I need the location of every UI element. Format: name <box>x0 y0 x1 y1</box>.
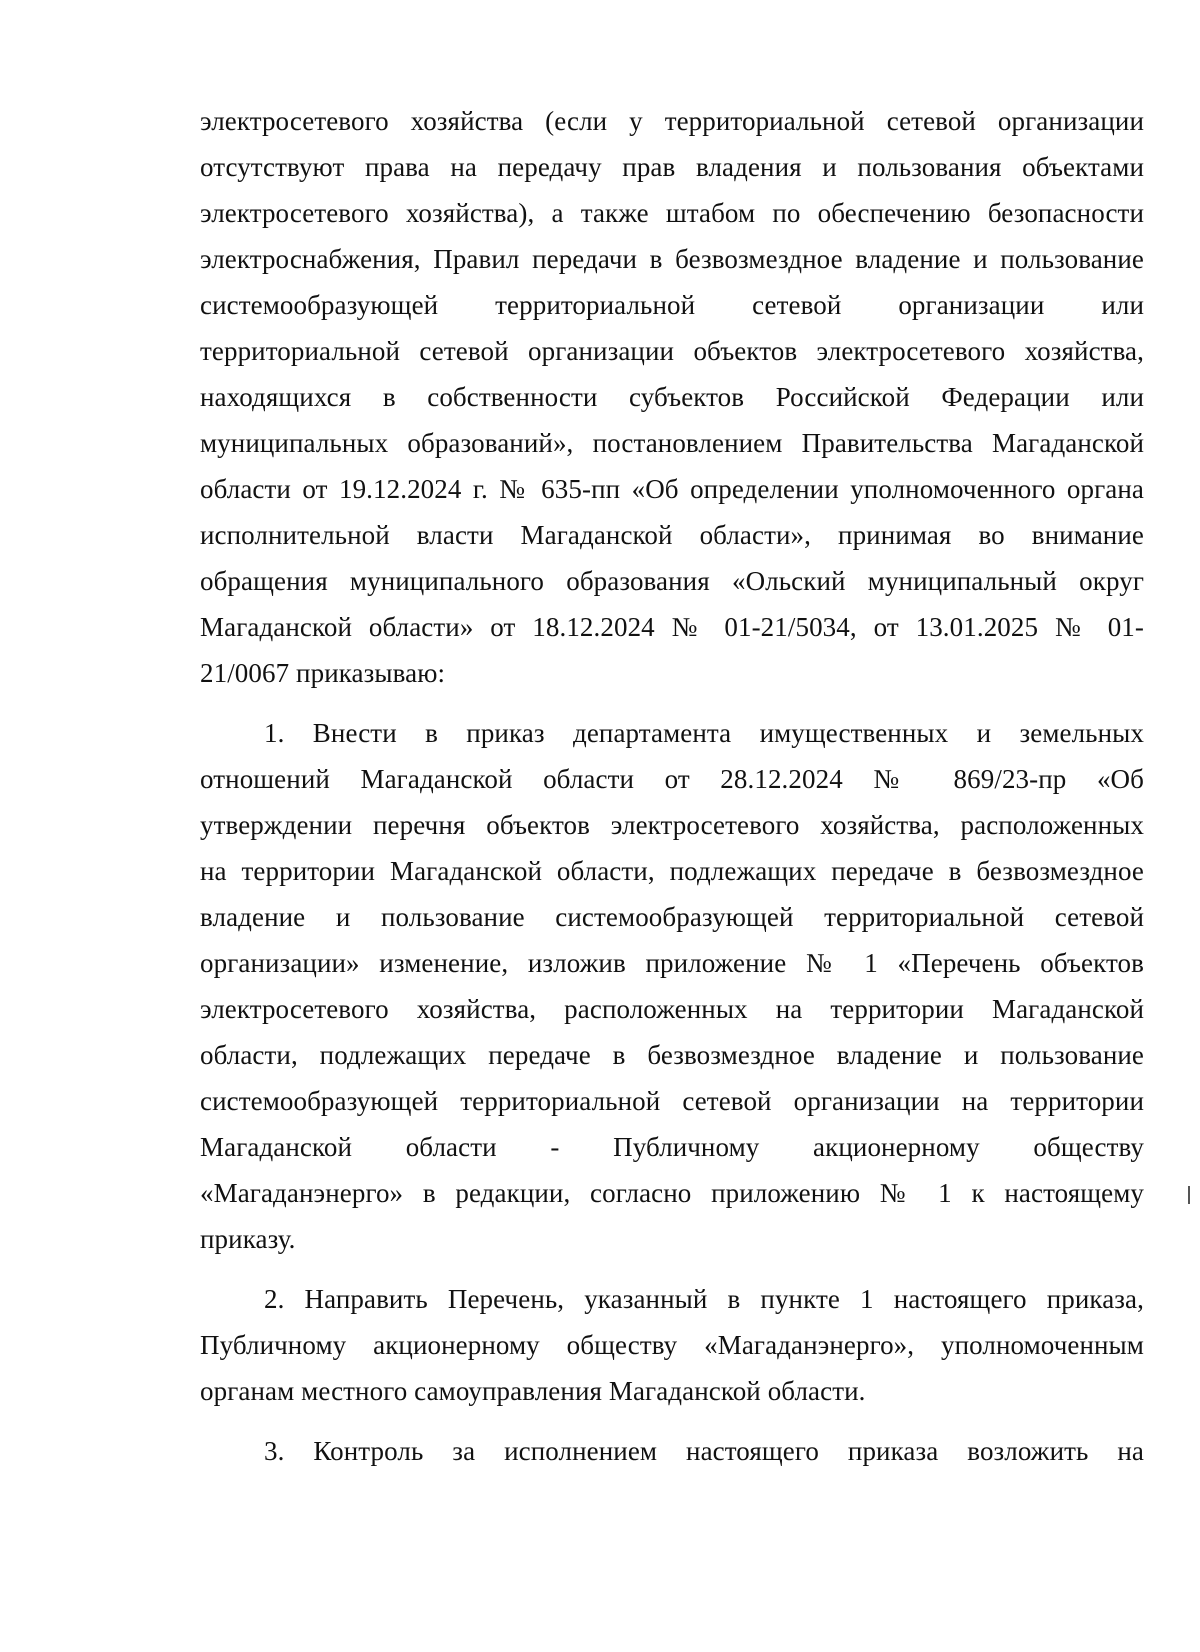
scan-margin-mark <box>1188 1186 1190 1204</box>
text-line: обращения муниципального образования «Ольский муниципальный округ <box>200 566 1144 596</box>
text-line: электросетевого хозяйства), а также штабом по обеспечению безопасности <box>200 198 1144 228</box>
text-line: отсутствуют права на передачу прав владения и пользования объектами <box>200 152 1144 182</box>
text-line: приказу. <box>200 1224 296 1254</box>
item-1-paragraph <box>200 710 1144 1262</box>
text-line: 21/0067 приказываю: <box>200 658 446 688</box>
text-line: 3. Контроль за исполнением настоящего приказа возложить на <box>264 1436 1144 1466</box>
text-line: Магаданской области» от 18.12.2024 № 01-21/5034, от 13.01.2025 № 01- <box>200 612 1144 642</box>
text-line: на территории Магаданской области, подлежащих передаче в безвозмездное <box>200 856 1144 886</box>
item-3-paragraph <box>200 1428 1144 1474</box>
text-line: электроснабжения, Правил передачи в безвозмездное владение и пользование <box>200 244 1144 274</box>
text-line: органам местного самоуправления Магаданской области. <box>200 1376 866 1406</box>
text-line: электросетевого хозяйства (если у территориальной сетевой организации <box>200 106 1144 136</box>
text-line: исполнительной власти Магаданской области», принимая во внимание <box>200 520 1144 550</box>
text-line: Публичному акционерному обществу «Магаданэнерго», уполномоченным <box>200 1330 1144 1360</box>
text-line: 2. Направить Перечень, указанный в пункте 1 настоящего приказа, <box>264 1284 1144 1314</box>
text-line: области от 19.12.2024 г. № 635-пп «Об определении уполномоченного органа <box>200 474 1144 504</box>
text-line: находящихся в собственности субъектов Российской Федерации или <box>200 382 1144 412</box>
text-line: отношений Магаданской области от 28.12.2024 № 869/23-пр «Об <box>200 764 1144 794</box>
text-line: владение и пользование системообразующей территориальной сетевой <box>200 902 1144 932</box>
text-line: 1. Внести в приказ департамента имущественных и земельных <box>264 718 1144 748</box>
text-line: Магаданской области - Публичному акционерному обществу <box>200 1132 1144 1162</box>
intro-paragraph <box>200 98 1144 696</box>
text-line: территориальной сетевой организации объектов электросетевого хозяйства, <box>200 336 1144 366</box>
text-line: системообразующей территориальной сетевой организации на территории <box>200 1086 1144 1116</box>
text-line: электросетевого хозяйства, расположенных на территории Магаданской <box>200 994 1144 1024</box>
text-line: «Магаданэнерго» в редакции, согласно приложению № 1 к настоящему <box>200 1178 1144 1208</box>
text-line: муниципальных образований», постановлением Правительства Магаданской <box>200 428 1144 458</box>
text-line: утверждении перечня объектов электросетевого хозяйства, расположенных <box>200 810 1144 840</box>
item-2-paragraph <box>200 1276 1144 1414</box>
document-body <box>200 98 1144 1474</box>
text-line: организации» изменение, изложив приложение № 1 «Перечень объектов <box>200 948 1144 978</box>
text-line: системообразующей территориальной сетевой организации или <box>200 290 1144 320</box>
text-line: области, подлежащих передаче в безвозмездное владение и пользование <box>200 1040 1144 1070</box>
